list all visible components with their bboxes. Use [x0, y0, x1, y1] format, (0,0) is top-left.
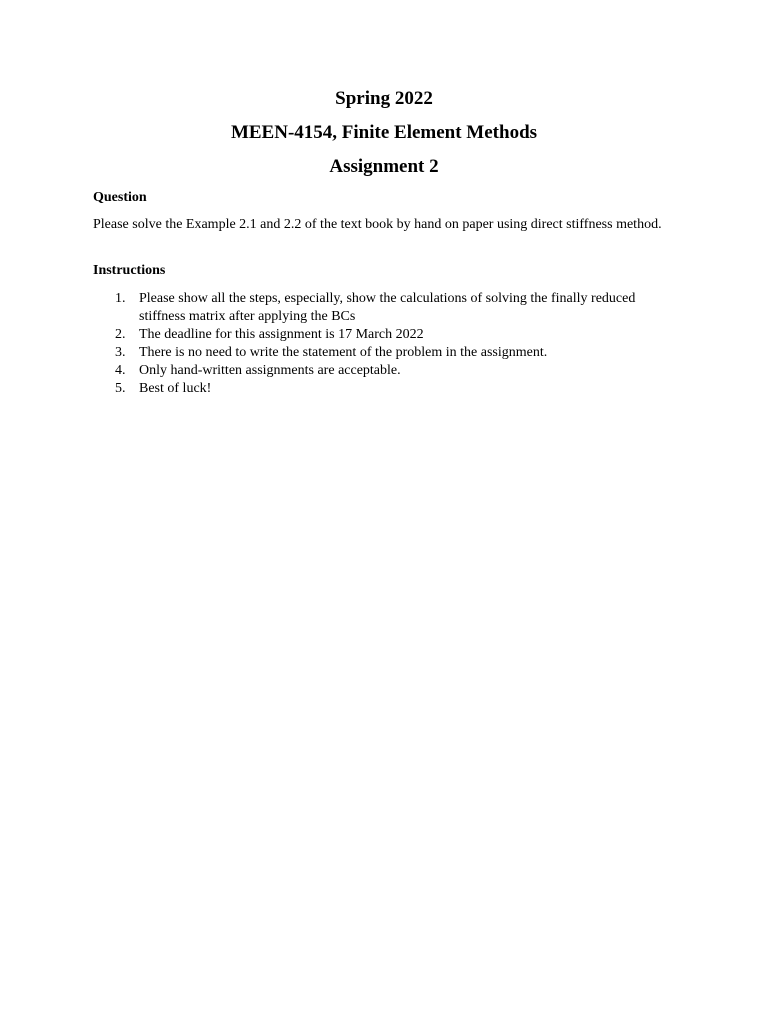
- list-item-number: 4.: [115, 363, 126, 378]
- list-item-text: Only hand-written assignments are acceptable.: [139, 363, 401, 378]
- course-title: MEEN-4154, Finite Element Methods: [230, 122, 538, 143]
- list-item-number: 3.: [115, 345, 126, 360]
- list-item: [115, 290, 675, 326]
- list-item-number: 5.: [115, 381, 126, 396]
- semester-title: Spring 2022: [335, 88, 433, 109]
- list-item: [115, 326, 675, 344]
- instructions-heading: Instructions: [93, 263, 166, 278]
- list-item-text: The deadline for this assignment is 17 March 2022: [139, 327, 424, 342]
- list-item-text: There is no need to write the statement of the problem in the assignment.: [139, 345, 548, 360]
- list-item-text: Please show all the steps, especially, show the calculations of solving the finally reduced stiffness matrix after applying the BCs: [139, 291, 636, 324]
- question-heading: Question: [93, 190, 147, 205]
- list-item: [115, 362, 675, 380]
- list-item-text: Best of luck!: [139, 381, 212, 396]
- instructions-list: [115, 290, 675, 398]
- assignment-title: Assignment 2: [329, 156, 439, 177]
- list-item-number: 2.: [115, 327, 126, 342]
- question-text: Please solve the Example 2.1 and 2.2 of the text book by hand on paper using direct stiffness method.: [93, 217, 662, 232]
- list-item-number: 1.: [115, 291, 126, 306]
- list-item: [115, 344, 675, 362]
- list-item: [115, 380, 675, 398]
